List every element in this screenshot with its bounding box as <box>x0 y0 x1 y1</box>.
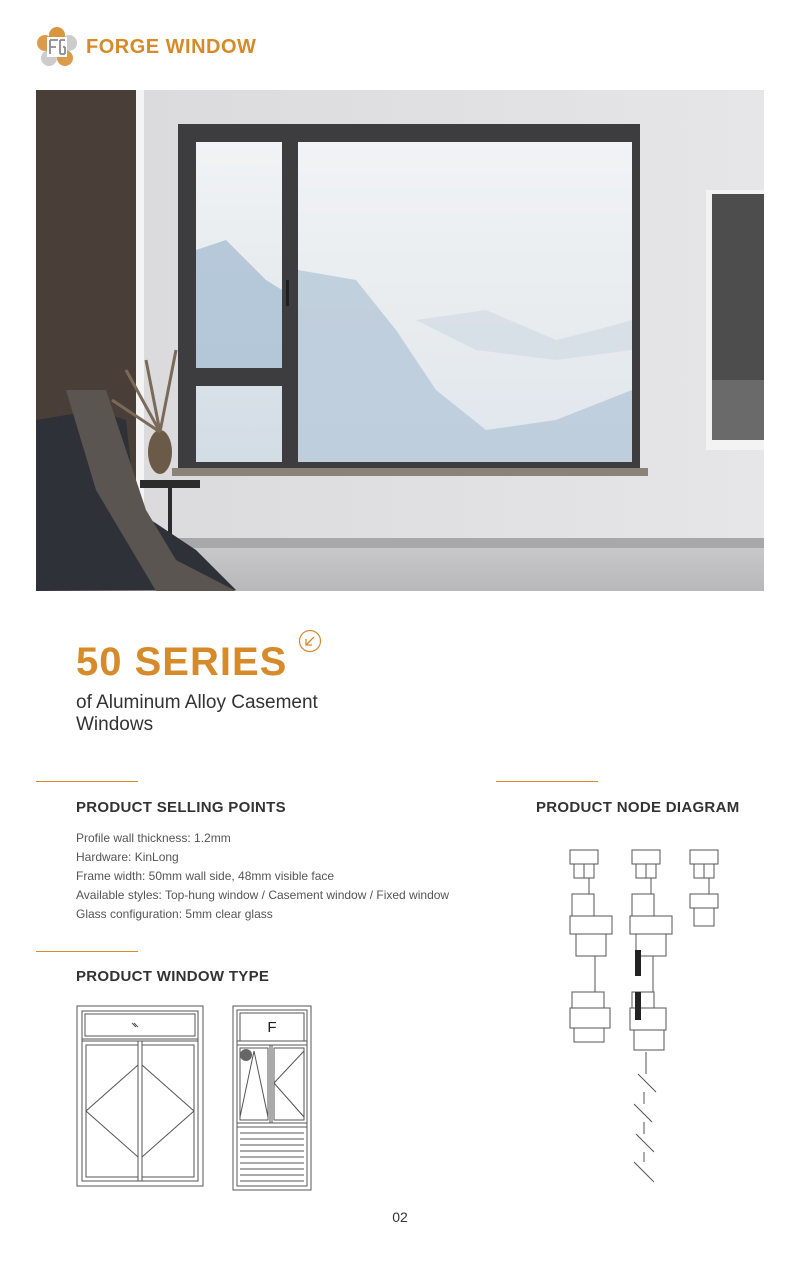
arrow-down-left-icon <box>298 629 322 653</box>
selling-point: Profile wall thickness: 1.2mm <box>76 831 231 845</box>
selling-point: Available styles: Top-hung window / Casement window / Fixed window <box>76 888 450 902</box>
logo-icon <box>36 26 78 68</box>
section-divider <box>496 781 598 782</box>
series-title: 50 SERIES <box>76 640 288 684</box>
selling-point: Frame width: 50mm wall side, 48mm visible face <box>76 869 335 883</box>
profile-section <box>570 850 598 878</box>
page-number: 02 <box>392 1209 408 1225</box>
selling-points-list <box>76 829 449 924</box>
series-subtitle: of Aluminum Alloy Casement Windows <box>76 692 318 735</box>
selling-point: Hardware: KinLong <box>76 850 179 864</box>
window-type-heading: PRODUCT WINDOW TYPE <box>76 968 270 985</box>
fixed-pane-label: F <box>267 1019 277 1036</box>
node-diagram-heading: PRODUCT NODE DIAGRAM <box>536 799 740 816</box>
selling-points-heading: PRODUCT SELLING POINTS <box>76 799 286 816</box>
section-divider <box>36 781 138 782</box>
casement-window-drawing <box>76 1005 204 1187</box>
brand-name: FORGE WINDOW <box>86 36 257 58</box>
node-diagram <box>560 842 760 1192</box>
hero-photo <box>36 90 764 591</box>
top-hung-window-drawing <box>232 1005 312 1191</box>
selling-point: Glass configuration: 5mm clear glass <box>76 907 273 921</box>
section-divider <box>36 951 138 952</box>
